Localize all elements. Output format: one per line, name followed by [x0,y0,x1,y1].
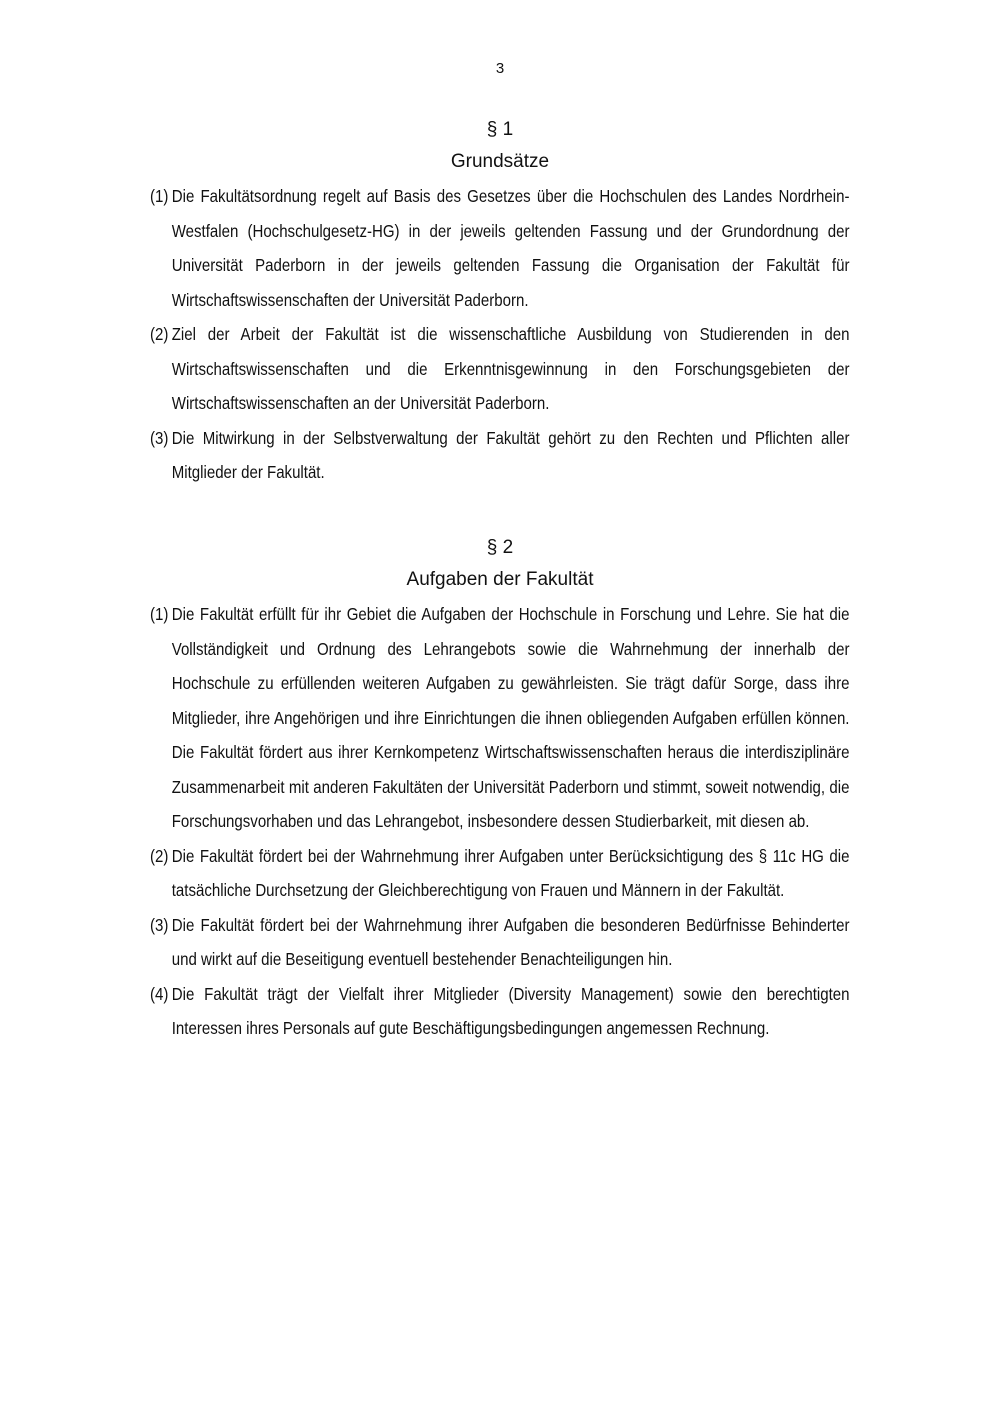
paragraph-number: (2) [150,324,169,344]
section-2 [150,536,850,1046]
paragraph-text: Die Fakultätsordnung regelt auf Basis des Gesetzes über die Hochschulen des Landes Nordrhein-Westfalen (Hochschulgesetz-HG) in der jeweils geltenden Fassung und der Grundordnung der Universität Paderborn in der jeweils geltenden Fassung die Organisation der Fakultät für Wirtschaftswissenschaften der Universität Paderborn. [171,186,850,310]
paragraph-text: Die Fakultät erfüllt für ihr Gebiet die Aufgaben der Hochschule in Forschung und Lehre. Sie hat die Vollständigkeit und Ordnung des Lehrangebots sowie die Wahrnehmung der innerhalb der Hochschule zu erfüllenden weiteren Aufgaben zu gewährleisten. Sie trägt dafür Sorge, dass ihre Mitglieder, ihre Angehörigen und ihre Einrichtungen die ihnen obliegenden Aufgaben erfüllen können. Die Fakultät fördert aus ihrer Kernkompetenz Wirtschaftswissenschaften heraus die interdisziplinäre Zusammenarbeit mit anderen Fakultäten der Universität Paderborn und stimmt, soweit notwendig, die Forschungsvorhaben und das Lehrangebot, insbesondere dessen Studierbarkeit, mit diesen ab. [171,604,850,831]
page-number: 3 [495,60,505,77]
paragraph-text: Ziel der Arbeit der Fakultät ist die wissenschaftliche Ausbildung von Studierenden in den Wirtschaftswissenschaften und die Erkenntnisgewinnung in den Forschungsgebieten der Wirtschaftswissenschaften an der Universität Paderborn. [171,324,850,413]
section-1 [150,118,850,490]
section-mark: § 2 [486,537,514,558]
section-mark: § 1 [486,119,514,140]
section-title: Grundsätze [450,151,550,172]
paragraph [150,839,849,908]
paragraph-text: Die Fakultät trägt der Vielfalt ihrer Mitglieder (Diversity Management) sowie den berechtigten Interessen ihres Personals auf gute Beschäftigungsbedingungen angemessen Rechnung. [171,983,850,1038]
paragraph-number: (3) [150,427,169,448]
paragraph [150,421,849,490]
paragraph-number: (1) [150,604,169,624]
paragraph [150,317,849,421]
paragraph-text: Die Mitwirkung in der Selbstverwaltung der Fakultät gehört zu den Rechten und Pflichten aller Mitglieder der Fakultät. [171,427,850,482]
paragraph-number: (3) [150,914,169,935]
paragraph-number: (4) [150,983,169,1004]
paragraph-number: (2) [150,845,169,866]
paragraph-text: Die Fakultät fördert bei der Wahrnehmung ihrer Aufgaben die besonderen Bedürfnisse Behinderter und wirkt auf die Beseitigung eventuell bestehender Benachteiligungen hin. [171,914,850,969]
paragraph-text: Die Fakultät fördert bei der Wahrnehmung ihrer Aufgaben unter Berücksichtigung des § 11c HG die tatsächliche Durchsetzung der Gleichberechtigung von Frauen und Männern in der Fakultät. [171,845,850,900]
paragraph [150,179,849,317]
paragraph [150,977,849,1046]
section-title: Aufgaben der Fakultät [406,569,594,590]
paragraph [150,908,849,977]
paragraph [150,597,849,839]
paragraph-number: (1) [150,186,169,206]
